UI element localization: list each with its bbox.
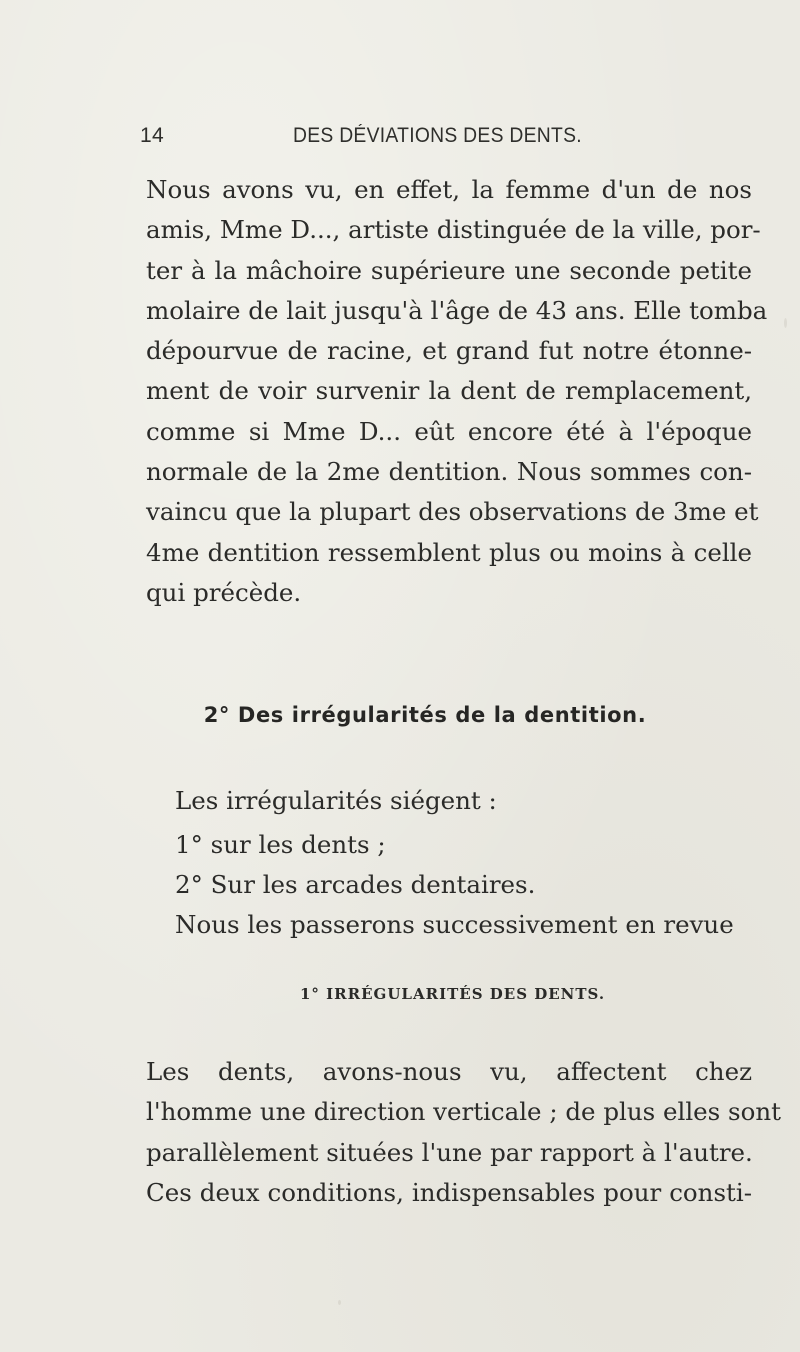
- paper-speck: [784, 318, 787, 328]
- running-head: DES DÉVIATIONS DES DENTS.: [293, 124, 582, 147]
- text-line: comme si Mme D... eût encore été à l'époque: [146, 416, 752, 446]
- text-line: l'homme une direction verticale ; de plus elles sont: [146, 1097, 781, 1127]
- text-line: ter à la mâchoire supérieure une seconde petite: [146, 255, 752, 285]
- page-number: 14: [140, 124, 164, 147]
- text-line: amis, Mme D..., artiste distinguée de la ville, por-: [146, 215, 761, 245]
- text-line: molaire de lait jusqu'à l'âge de 43 ans. Elle tomba: [146, 295, 768, 325]
- paragraph-2: [146, 1052, 781, 1213]
- text-line: parallèlement situées l'une par rapport à l'autre.: [146, 1137, 753, 1167]
- text-line: ment de voir survenir la dent de remplacement,: [146, 376, 752, 406]
- list-intro: Les irrégularités siégent :: [175, 786, 497, 815]
- section-heading: 2° Des irrégularités de la dentition.: [203, 703, 647, 727]
- text-line: qui précède.: [146, 577, 302, 607]
- text-line: Nous avons vu, en effet, la femme d'un de nos: [146, 175, 752, 204]
- text-line: vaincu que la plupart des observations de 3me et: [146, 497, 759, 527]
- text-line: Les dents, avons-nous vu, affectent chez: [146, 1057, 752, 1086]
- text-line: normale de la 2me dentition. Nous sommes con-: [146, 457, 752, 487]
- list-item-1: 1° sur les dents ;: [175, 830, 386, 859]
- text-line: Ces deux conditions, indispensables pour consti-: [146, 1177, 752, 1207]
- page-header: [140, 120, 610, 152]
- paper-speck: [338, 1300, 341, 1305]
- text-line: 4me dentition ressemblent plus ou moins à celle: [146, 537, 752, 567]
- paragraph-1: [146, 170, 768, 613]
- text-line: dépourvue de racine, et grand fut notre étonne-: [146, 336, 752, 366]
- subheading: 1° IRRÉGULARITÉS DES DENTS.: [300, 985, 606, 1003]
- list-outro: Nous les passerons successivement en revue: [175, 910, 734, 939]
- list-item-2: 2° Sur les arcades dentaires.: [175, 870, 536, 899]
